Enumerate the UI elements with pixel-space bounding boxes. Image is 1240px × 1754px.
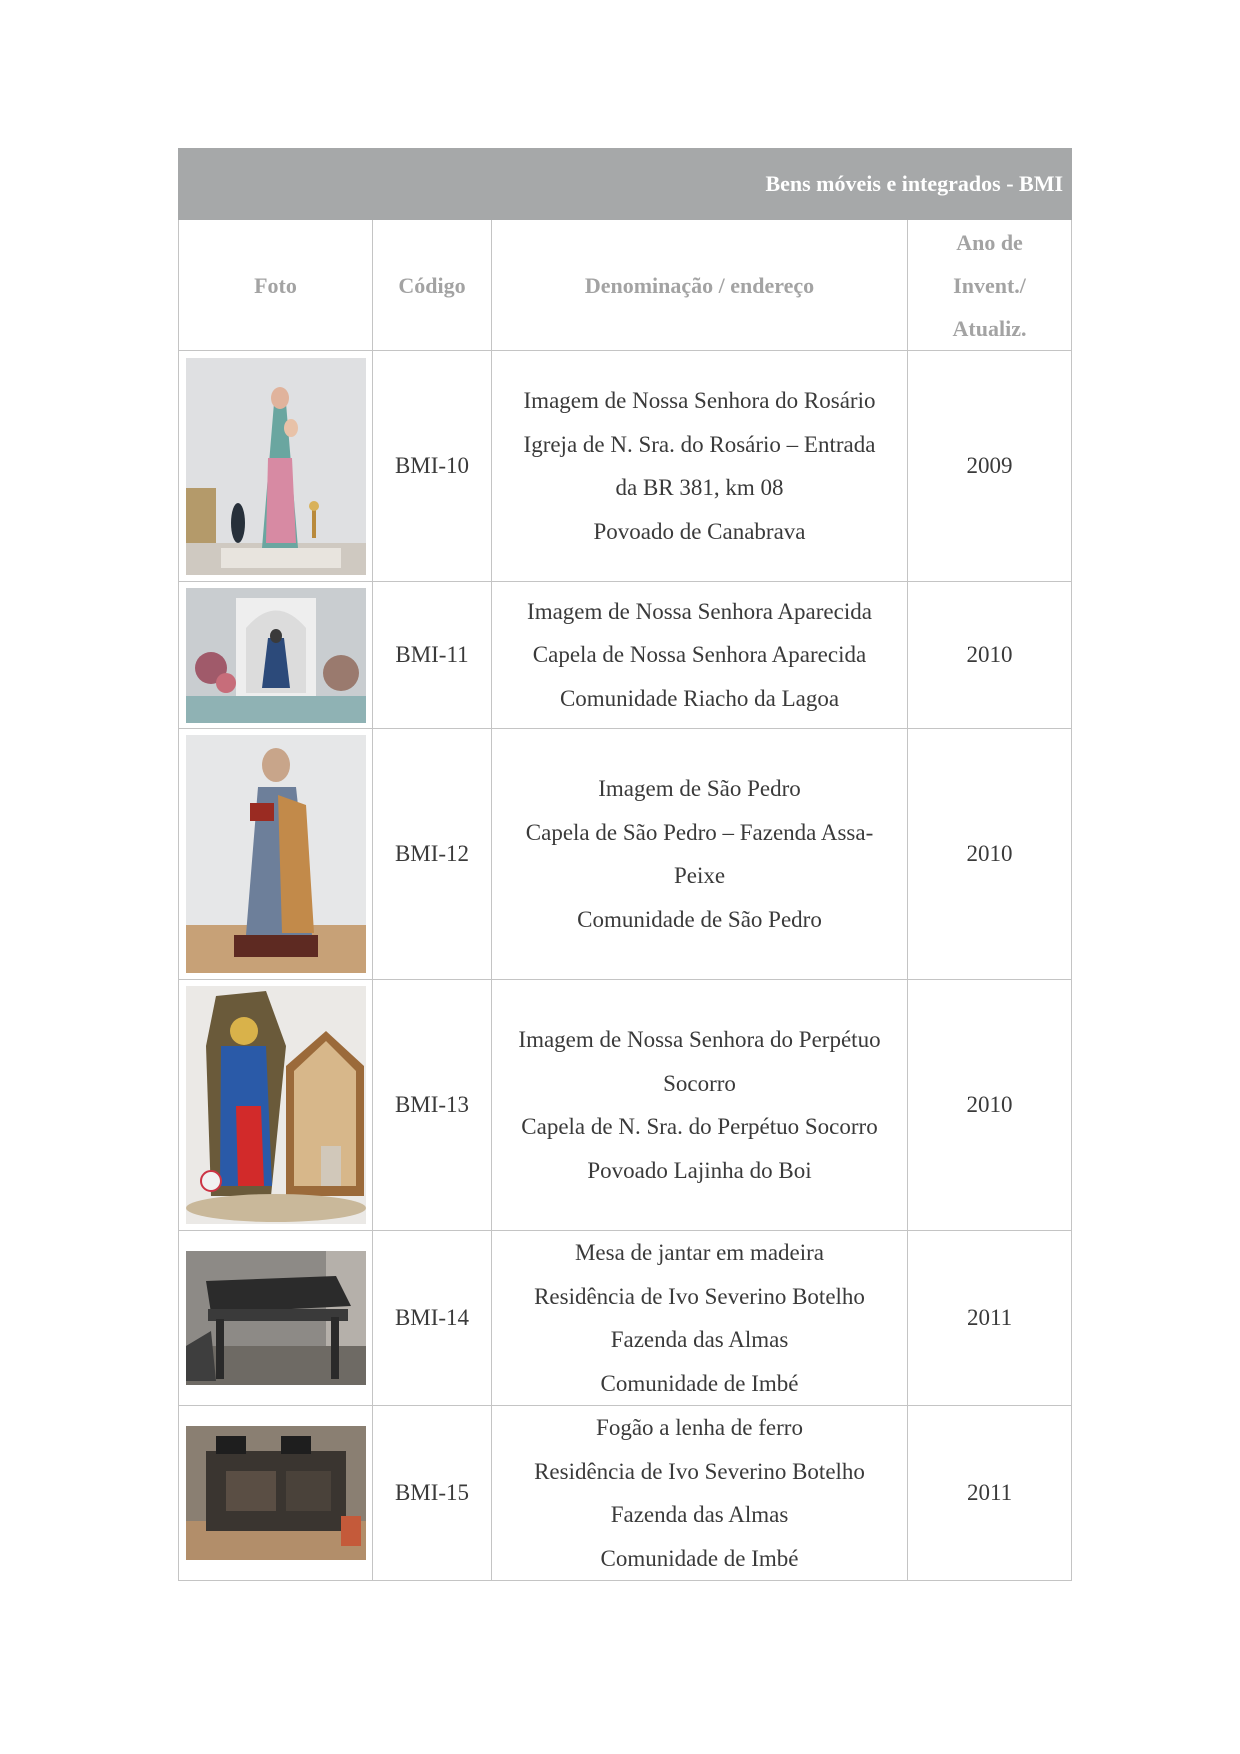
description-line: Comunidade de São Pedro — [577, 906, 822, 932]
code-cell: BMI-13 — [373, 980, 492, 1231]
inventory-table — [178, 148, 1072, 1581]
code-cell: BMI-12 — [373, 729, 492, 980]
year-cell: 2009 — [908, 351, 1072, 582]
description-line: Residência de Ivo Severino Botelho — [534, 1458, 865, 1484]
description-line: Comunidade Riacho da Lagoa — [559, 685, 840, 711]
icon-painting-photo — [186, 986, 366, 1224]
description-line: Povoado de Canabrava — [593, 518, 806, 544]
header-year-line: Ano de — [956, 229, 1023, 255]
description-line: Residência de Ivo Severino Botelho — [534, 1283, 865, 1309]
table-row — [179, 729, 1072, 980]
year-cell: 2011 — [908, 1406, 1072, 1581]
photo-cell — [179, 582, 373, 729]
photo-cell — [179, 1231, 373, 1406]
year-cell: 2010 — [908, 729, 1072, 980]
description-line: Capela de N. Sra. do Perpétuo Socorro — [521, 1114, 878, 1139]
code-cell: BMI-10 — [373, 351, 492, 582]
wooden-table-photo — [186, 1251, 366, 1385]
description-line: Comunidade de Imbé — [600, 1370, 799, 1396]
name-cell — [492, 1406, 908, 1581]
description-line: Socorro — [663, 1070, 736, 1096]
photo-cell — [179, 1406, 373, 1581]
code-cell: BMI-15 — [373, 1406, 492, 1581]
year-cell: 2010 — [908, 582, 1072, 729]
description-line: Igreja de N. Sra. do Rosário – Entrada — [523, 431, 876, 457]
table-title: Bens móveis e integrados - BMI — [179, 149, 1072, 220]
table-row — [179, 582, 1072, 729]
header-year-line: Invent./ — [953, 272, 1026, 298]
year-cell: 2011 — [908, 1231, 1072, 1406]
table-title-row — [179, 149, 1072, 220]
statue-photo — [186, 358, 366, 575]
header-year — [908, 220, 1072, 351]
name-cell — [492, 980, 908, 1231]
photo-cell — [179, 980, 373, 1231]
photo-cell — [179, 729, 373, 980]
header-year-line: Atualiz. — [952, 315, 1027, 341]
statue-photo — [186, 735, 366, 973]
photo-cell — [179, 351, 373, 582]
year-cell: 2010 — [908, 980, 1072, 1231]
header-name: Denominação / endereço — [492, 220, 908, 351]
header-photo: Foto — [179, 220, 373, 351]
code-cell: BMI-14 — [373, 1231, 492, 1406]
table-header-row — [179, 220, 1072, 351]
description-line: da BR 381, km 08 — [615, 475, 784, 500]
description-line: Comunidade de Imbé — [600, 1545, 799, 1571]
chapel-altar-photo — [186, 588, 366, 723]
description-line: Mesa de jantar em madeira — [574, 1240, 825, 1265]
description-line: Capela de Nossa Senhora Aparecida — [532, 642, 867, 668]
name-cell — [492, 582, 908, 729]
table-row — [179, 1231, 1072, 1406]
description-line: Fazenda das Almas — [610, 1502, 789, 1527]
code-cell: BMI-11 — [373, 582, 492, 729]
description-line: Imagem de Nossa Senhora Aparecida — [527, 598, 872, 624]
header-code: Código — [373, 220, 492, 351]
description-line: Imagem de Nossa Senhora do Rosário — [523, 388, 876, 413]
table-row — [179, 351, 1072, 582]
name-cell — [492, 1231, 908, 1406]
table-row — [179, 1406, 1072, 1581]
description-line: Fogão a lenha de ferro — [596, 1415, 803, 1440]
table-row — [179, 980, 1072, 1231]
iron-stove-photo — [186, 1426, 366, 1560]
name-cell — [492, 729, 908, 980]
description-line: Peixe — [673, 863, 726, 888]
description-line: Povoado Lajinha do Boi — [587, 1157, 812, 1183]
description-line: Fazenda das Almas — [610, 1327, 789, 1352]
description-line: Imagem de Nossa Senhora do Perpétuo — [518, 1027, 881, 1052]
description-line: Capela de São Pedro – Fazenda Assa- — [525, 819, 874, 845]
description-line: Imagem de São Pedro — [598, 776, 801, 801]
name-cell — [492, 351, 908, 582]
